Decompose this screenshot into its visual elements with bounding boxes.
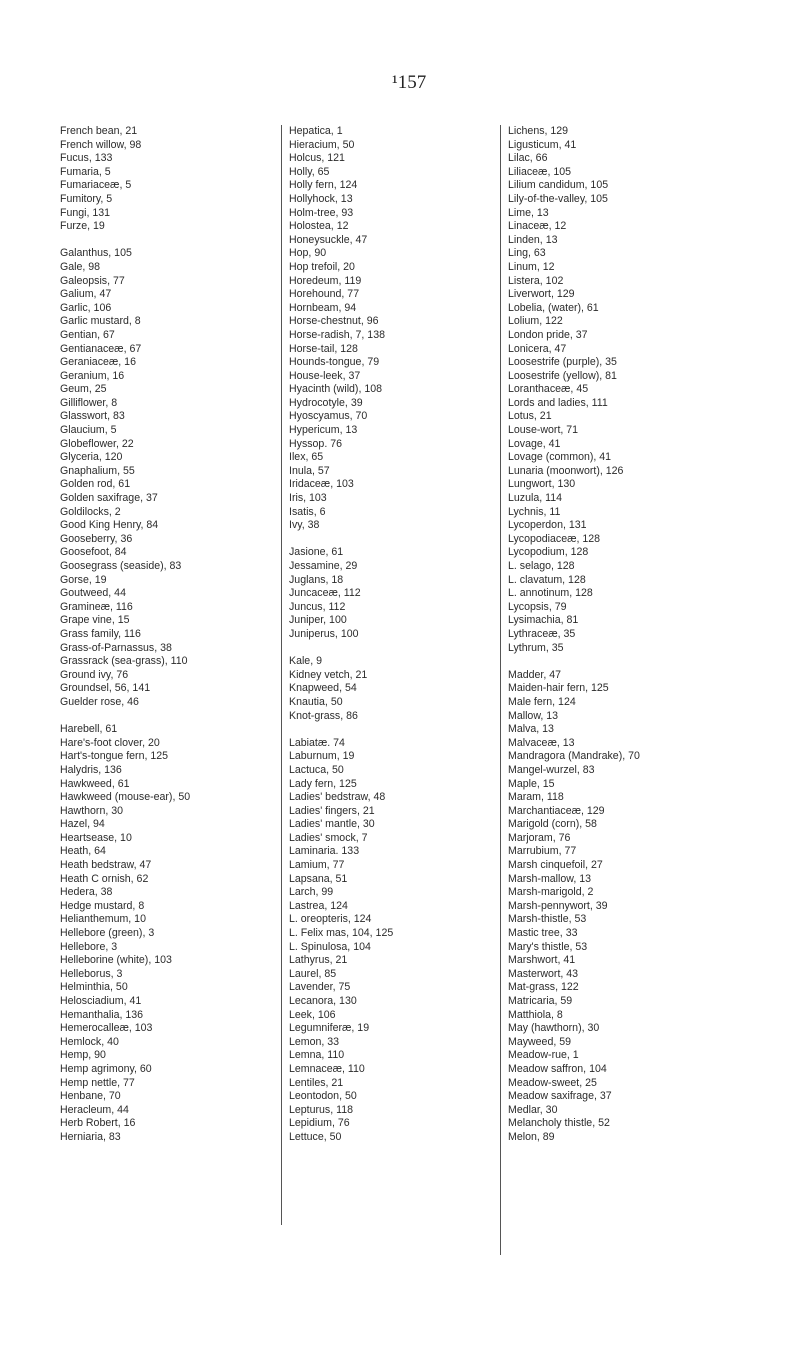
index-entry: Hart's-tongue fern, 125 xyxy=(60,750,169,763)
index-entry: Hyoscyamus, 70 xyxy=(289,410,368,423)
index-entry: Knapweed, 54 xyxy=(289,682,357,695)
index-entry: Gentianaceæ, 67 xyxy=(60,342,142,355)
index-entry: Kidney vetch, 21 xyxy=(289,668,368,681)
index-entry: Marrubium, 77 xyxy=(508,845,577,858)
index-entry: Iris, 103 xyxy=(289,492,327,505)
index-entry: Loranthaceæ, 45 xyxy=(508,383,589,396)
index-entry: Jasione, 61 xyxy=(289,546,344,559)
index-entry: Heartsease, 10 xyxy=(60,831,132,844)
index-entry: Lycopodiaceæ, 128 xyxy=(508,532,601,545)
index-entry: Helleborus, 3 xyxy=(60,967,123,980)
index-entry: Goldilocks, 2 xyxy=(60,505,121,518)
page-number: ¹157 xyxy=(392,72,427,93)
index-entry: Garlic mustard, 8 xyxy=(60,315,141,328)
index-entry: Geum, 25 xyxy=(60,383,107,396)
index-entry: Hop trefoil, 20 xyxy=(289,260,355,273)
index-entry: Iridaceæ, 103 xyxy=(289,478,354,491)
index-entry: Hollyhock, 13 xyxy=(289,192,353,205)
index-group xyxy=(60,723,275,1144)
index-entry: Lychnis, 11 xyxy=(508,505,561,518)
index-entry: Hepatica, 1 xyxy=(289,125,343,137)
index-entry: May (hawthorn), 30 xyxy=(508,1022,600,1035)
index-entry: Hounds-tongue, 79 xyxy=(289,356,380,369)
index-entry: Globeflower, 22 xyxy=(60,437,134,450)
index-entry: Ground ivy, 76 xyxy=(60,668,129,681)
index-entry: Holostea, 12 xyxy=(289,220,349,233)
index-entry: Mat-grass, 122 xyxy=(508,981,579,994)
index-entry: Ligusticum, 41 xyxy=(508,138,577,151)
index-entry: Hellebore, 3 xyxy=(60,940,118,953)
index-entry: Lastrea, 124 xyxy=(289,899,348,912)
index-entry: Lepidium, 76 xyxy=(289,1117,350,1130)
index-entry: Meadow-sweet, 25 xyxy=(508,1076,597,1089)
index-entry: L. annotinum, 128 xyxy=(508,587,593,600)
index-entry: Good King Henry, 84 xyxy=(60,519,159,532)
index-entry: Hawkweed (mouse-ear), 50 xyxy=(60,791,191,804)
index-entry: Maiden-hair fern, 125 xyxy=(508,682,609,695)
index-entry: Lotus, 21 xyxy=(508,410,552,423)
index-entry: Lythrum, 35 xyxy=(508,641,564,654)
index-entry: Hemp nettle, 77 xyxy=(60,1076,135,1089)
index-entry: Lilac, 66 xyxy=(508,152,548,165)
index-entry: Marsh-thistle, 53 xyxy=(508,913,587,926)
index-entry: Mangel-wurzel, 83 xyxy=(508,763,595,776)
index-entry: Fungi, 131 xyxy=(60,206,111,219)
index-entry: Gentian, 67 xyxy=(60,328,115,341)
index-entry: Galeopsis, 77 xyxy=(60,274,125,287)
index-entry: Luzula, 114 xyxy=(508,492,562,505)
index-entry: Grassrack (sea-grass), 110 xyxy=(60,655,188,668)
index-entry: Helosciadium, 41 xyxy=(60,995,142,1007)
index-entry: Hornbeam, 94 xyxy=(289,301,357,314)
index-entry: Hawkweed, 61 xyxy=(60,777,130,790)
index-entry: Grape vine, 15 xyxy=(60,614,130,627)
index-entry: Heath, 64 xyxy=(60,845,106,858)
index-entry: Hemp, 90 xyxy=(60,1049,106,1062)
index-entry: Fumariaceæ, 5 xyxy=(60,179,132,192)
index-entry: Heath bedstraw, 47 xyxy=(60,859,152,872)
index-entry: Lovage, 41 xyxy=(508,437,561,450)
index-column-2 xyxy=(281,125,504,1225)
index-entry: Mandragora (Mandrake), 70 xyxy=(508,750,640,763)
index-entry: Juniperus, 100 xyxy=(289,627,359,640)
index-entry: Meadow-rue, 1 xyxy=(508,1049,579,1062)
index-entry: Lemna, 110 xyxy=(289,1049,345,1062)
index-entry: Heath C ornish, 62 xyxy=(60,872,149,885)
index-entry: Male fern, 124 xyxy=(508,695,576,708)
index-entry: Lovage (common), 41 xyxy=(508,451,612,464)
index-entry: Liliaceæ, 105 xyxy=(508,165,572,178)
index-entry: Laminaria. 133 xyxy=(289,845,360,858)
index-entry: Grass family, 116 xyxy=(60,627,141,640)
index-entry: Marsh-marigold, 2 xyxy=(508,886,594,899)
index-entry: Grass-of-Parnassus, 38 xyxy=(60,641,172,654)
index-entry: Lobelia, (water), 61 xyxy=(508,301,599,314)
index-entry: Marchantiaceæ, 129 xyxy=(508,804,605,817)
index-group xyxy=(508,669,798,1145)
index-entry: Ilex, 65 xyxy=(289,451,324,464)
index-entry: Lycopodium, 128 xyxy=(508,546,589,559)
index-entry: Juglans, 18 xyxy=(289,573,344,586)
index-entry: Ladies' smock, 7 xyxy=(289,831,368,844)
index-entry: Mastic tree, 33 xyxy=(508,927,578,940)
index-entry: Laurel, 85 xyxy=(289,967,337,980)
index-entry: Geranium, 16 xyxy=(60,369,125,382)
index-entry: Geraniaceæ, 16 xyxy=(60,356,136,369)
index-entry: Furze, 19 xyxy=(60,220,105,233)
index-entry: Juniper, 100 xyxy=(289,614,347,627)
index-entry: Lonicera, 47 xyxy=(508,342,567,355)
index-entry: Hyssop. 76 xyxy=(289,437,342,450)
index-entry: Matthiola, 8 xyxy=(508,1008,563,1021)
index-entry: Listera, 102 xyxy=(508,274,564,287)
index-entry: Masterwort, 43 xyxy=(508,967,579,980)
index-entry: L. Felix mas, 104, 125 xyxy=(289,927,394,940)
index-entry: Lime, 13 xyxy=(508,206,549,219)
index-entry: Groundsel, 56, 141 xyxy=(60,682,151,695)
index-entry: Lysimachia, 81 xyxy=(508,614,579,627)
index-entry: Lycoperdon, 131 xyxy=(508,519,587,532)
index-group xyxy=(60,247,275,709)
index-entry: Loosestrife (purple), 35 xyxy=(508,356,617,369)
index-entry: Legumniferæ, 19 xyxy=(289,1022,370,1035)
index-entry: Liverwort, 129 xyxy=(508,288,575,301)
index-entry: Gnaphalium, 55 xyxy=(60,464,135,477)
index-entry: Gooseberry, 36 xyxy=(60,532,133,545)
index-entry: Juncaceæ, 112 xyxy=(289,587,361,600)
index-entry: Hare's-foot clover, 20 xyxy=(60,736,160,749)
index-entry: L. selago, 128 xyxy=(508,560,575,572)
index-entry: Linden, 13 xyxy=(508,233,558,246)
index-entry: Herniaria, 83 xyxy=(60,1130,121,1143)
index-entry: Marjoram, 76 xyxy=(508,831,571,844)
index-entry: Hawthorn, 30 xyxy=(60,804,124,817)
index-entry: Glasswort, 83 xyxy=(60,410,125,423)
index-entry: Hemlock, 40 xyxy=(60,1035,119,1048)
index-entry: Golden rod, 61 xyxy=(60,478,131,491)
index-entry: Holcus, 121 xyxy=(289,152,345,165)
index-entry: Linum, 12 xyxy=(508,260,555,273)
index-entry: Inula, 57 xyxy=(289,464,330,477)
index-entry: Lords and ladies, 111 xyxy=(508,396,608,409)
index-entry: Henbane, 70 xyxy=(60,1090,121,1103)
index-entry: Meadow saffron, 104 xyxy=(508,1062,607,1075)
index-entry: Hemanthalia, 136 xyxy=(60,1008,144,1021)
index-entry: Horse-chestnut, 96 xyxy=(289,315,379,328)
index-entry: Hop, 90 xyxy=(289,247,327,260)
index-entry: Melancholy thistle, 52 xyxy=(508,1117,610,1130)
index-entry: Goutweed, 44 xyxy=(60,587,126,600)
index-entry: French bean, 21 xyxy=(60,125,138,137)
index-group xyxy=(289,737,504,1145)
index-entry: Lemnaceæ, 110 xyxy=(289,1062,365,1075)
index-entry: Garlic, 106 xyxy=(60,301,112,314)
index-entry: L. Spinulosa, 104 xyxy=(289,940,371,953)
index-entry: Kale, 9 xyxy=(289,655,322,668)
index-entry: Horse-tail, 128 xyxy=(289,342,358,355)
index-entry: Galium, 47 xyxy=(60,288,112,301)
index-entry: Hazel, 94 xyxy=(60,818,105,831)
index-group xyxy=(289,125,504,533)
index-entry: Lapsana, 51 xyxy=(289,872,348,885)
index-entry: Larch, 99 xyxy=(289,886,334,899)
index-entry: Ling, 63 xyxy=(508,247,546,260)
index-entry: Hieracium, 50 xyxy=(289,138,355,151)
index-entry: Fucus, 133 xyxy=(60,152,113,165)
index-entry: Lungwort, 130 xyxy=(508,478,576,491)
index-entry: Lichens, 129 xyxy=(508,125,569,137)
index-entry: Lepturus, 118 xyxy=(289,1103,354,1116)
index-entry: Loosestrife (yellow), 81 xyxy=(508,369,617,382)
index-entry: Hemerocalleæ, 103 xyxy=(60,1022,153,1035)
index-entry: Laburnum, 19 xyxy=(289,750,355,763)
index-entry: Gramineæ, 116 xyxy=(60,600,133,613)
index-entry: Helminthia, 50 xyxy=(60,981,128,994)
index-entry: Lunaria (moonwort), 126 xyxy=(508,464,624,477)
index-entry: Marsh-mallow, 13 xyxy=(508,872,592,885)
index-entry: Glaucium, 5 xyxy=(60,424,117,437)
index-entry: Marsh cinquefoil, 27 xyxy=(508,859,603,872)
index-entry: Melon, 89 xyxy=(508,1130,555,1143)
index-entry: House-leek, 37 xyxy=(289,369,361,382)
index-entry: French willow, 98 xyxy=(60,138,142,151)
index-entry: Lactuca, 50 xyxy=(289,763,344,776)
index-entry: Hypericum, 13 xyxy=(289,424,358,437)
index-entry: Madder, 47 xyxy=(508,668,562,681)
index-entry: Lentiles, 21 xyxy=(289,1076,344,1089)
index-entry: Gorse, 19 xyxy=(60,573,107,586)
index-entry: L. oreopteris, 124 xyxy=(289,913,372,926)
index-entry: Holly fern, 124 xyxy=(289,179,358,192)
index-entry: Lemon, 33 xyxy=(289,1035,340,1048)
index-entry: Horedeum, 119 xyxy=(289,274,362,287)
index-entry: Holm-tree, 93 xyxy=(289,206,354,219)
index-entry: Herb Robert, 16 xyxy=(60,1117,136,1130)
index-entry: Marsh-pennywort, 39 xyxy=(508,899,608,912)
index-entry: Labiatæ. 74 xyxy=(289,736,345,749)
index-entry: Gale, 98 xyxy=(60,260,101,273)
index-entry: Hedge mustard, 8 xyxy=(60,899,145,912)
index-entry: Lythraceæ, 35 xyxy=(508,627,576,640)
index-entry: Hydrocotyle, 39 xyxy=(289,396,363,409)
index-entry: Helianthemum, 10 xyxy=(60,913,146,926)
index-entry: Harebell, 61 xyxy=(60,723,118,736)
index-entry: Holly, 65 xyxy=(289,165,330,178)
index-entry: Horehound, 77 xyxy=(289,288,360,301)
index-entry: Fumaria, 5 xyxy=(60,165,111,178)
index-entry: Louse-wort, 71 xyxy=(508,424,579,437)
index-entry: Hellebore (green), 3 xyxy=(60,927,155,940)
index-group xyxy=(289,655,504,723)
index-entry: Lecanora, 130 xyxy=(289,995,357,1007)
index-entry: Gilliflower, 8 xyxy=(60,396,118,409)
index-entry: Lettuce, 50 xyxy=(289,1130,342,1143)
index-entry: Hedera, 38 xyxy=(60,886,113,899)
index-entry: Ladies' bedstraw, 48 xyxy=(289,791,386,804)
index-entry: Fumitory, 5 xyxy=(60,192,113,205)
index-group xyxy=(60,125,275,234)
index-entry: Lycopsis, 79 xyxy=(508,600,567,613)
index-entry: London pride, 37 xyxy=(508,328,588,341)
index-entry: L. clavatum, 128 xyxy=(508,573,586,586)
index-entry: Mayweed, 59 xyxy=(508,1035,572,1048)
index-group xyxy=(289,546,504,641)
index-entry: Guelder rose, 46 xyxy=(60,695,139,708)
index-entry: Knot-grass, 86 xyxy=(289,709,358,722)
index-entry: Goosefoot, 84 xyxy=(60,546,127,559)
index-entry: Lolium, 122 xyxy=(508,315,563,328)
index-entry: Goosegrass (seaside), 83 xyxy=(60,560,182,572)
index-entry: Heracleum, 44 xyxy=(60,1103,129,1116)
index-entry: Galanthus, 105 xyxy=(60,247,132,260)
index-entry: Horse-radish, 7, 138 xyxy=(289,328,385,341)
index-entry: Marshwort, 41 xyxy=(508,954,576,967)
index-column-3 xyxy=(500,125,798,1255)
index-entry: Mallow, 13 xyxy=(508,709,559,722)
index-entry: Lily-of-the-valley, 105 xyxy=(508,192,608,205)
index-entry: Meadow saxifrage, 37 xyxy=(508,1090,612,1103)
index-entry: Glyceria, 120 xyxy=(60,451,123,464)
index-entry: Mary's thistle, 53 xyxy=(508,940,588,953)
index-entry: Marigold (corn), 58 xyxy=(508,818,597,831)
index-entry: Knautia, 50 xyxy=(289,695,343,708)
index-entry: Matricaria, 59 xyxy=(508,995,573,1007)
index-entry: Lamium, 77 xyxy=(289,859,345,872)
index-entry: Lady fern, 125 xyxy=(289,777,357,790)
index-entry: Malvaceæ, 13 xyxy=(508,736,575,749)
index-entry: Linaceæ, 12 xyxy=(508,220,567,233)
index-entry: Maple, 15 xyxy=(508,777,555,790)
index-entry: Leontodon, 50 xyxy=(289,1090,357,1103)
index-entry: Ladies' mantle, 30 xyxy=(289,818,375,831)
index-entry: Ladies' fingers, 21 xyxy=(289,804,375,817)
index-entry: Helleborine (white), 103 xyxy=(60,954,172,967)
index-entry: Maram, 118 xyxy=(508,791,564,804)
index-entry: Honeysuckle, 47 xyxy=(289,233,368,246)
index-entry: Lathyrus, 21 xyxy=(289,954,348,967)
index-entry: Hyacinth (wild), 108 xyxy=(289,383,383,396)
index-entry: Hemp agrimony, 60 xyxy=(60,1062,152,1075)
index-entry: Malva, 13 xyxy=(508,723,554,736)
index-column-1 xyxy=(60,125,275,1158)
index-entry: Jessamine, 29 xyxy=(289,560,358,572)
index-entry: Lilium candidum, 105 xyxy=(508,179,609,192)
index-entry: Juncus, 112 xyxy=(289,600,346,613)
index-entry: Lavender, 75 xyxy=(289,981,351,994)
index-entry: Halydris, 136 xyxy=(60,763,122,776)
index-group xyxy=(508,125,798,655)
index-entry: Golden saxifrage, 37 xyxy=(60,492,158,505)
index-entry: Isatis, 6 xyxy=(289,505,326,518)
index-entry: Leek, 106 xyxy=(289,1008,336,1021)
index-entry: Ivy, 38 xyxy=(289,519,320,532)
index-entry: Medlar, 30 xyxy=(508,1103,558,1116)
